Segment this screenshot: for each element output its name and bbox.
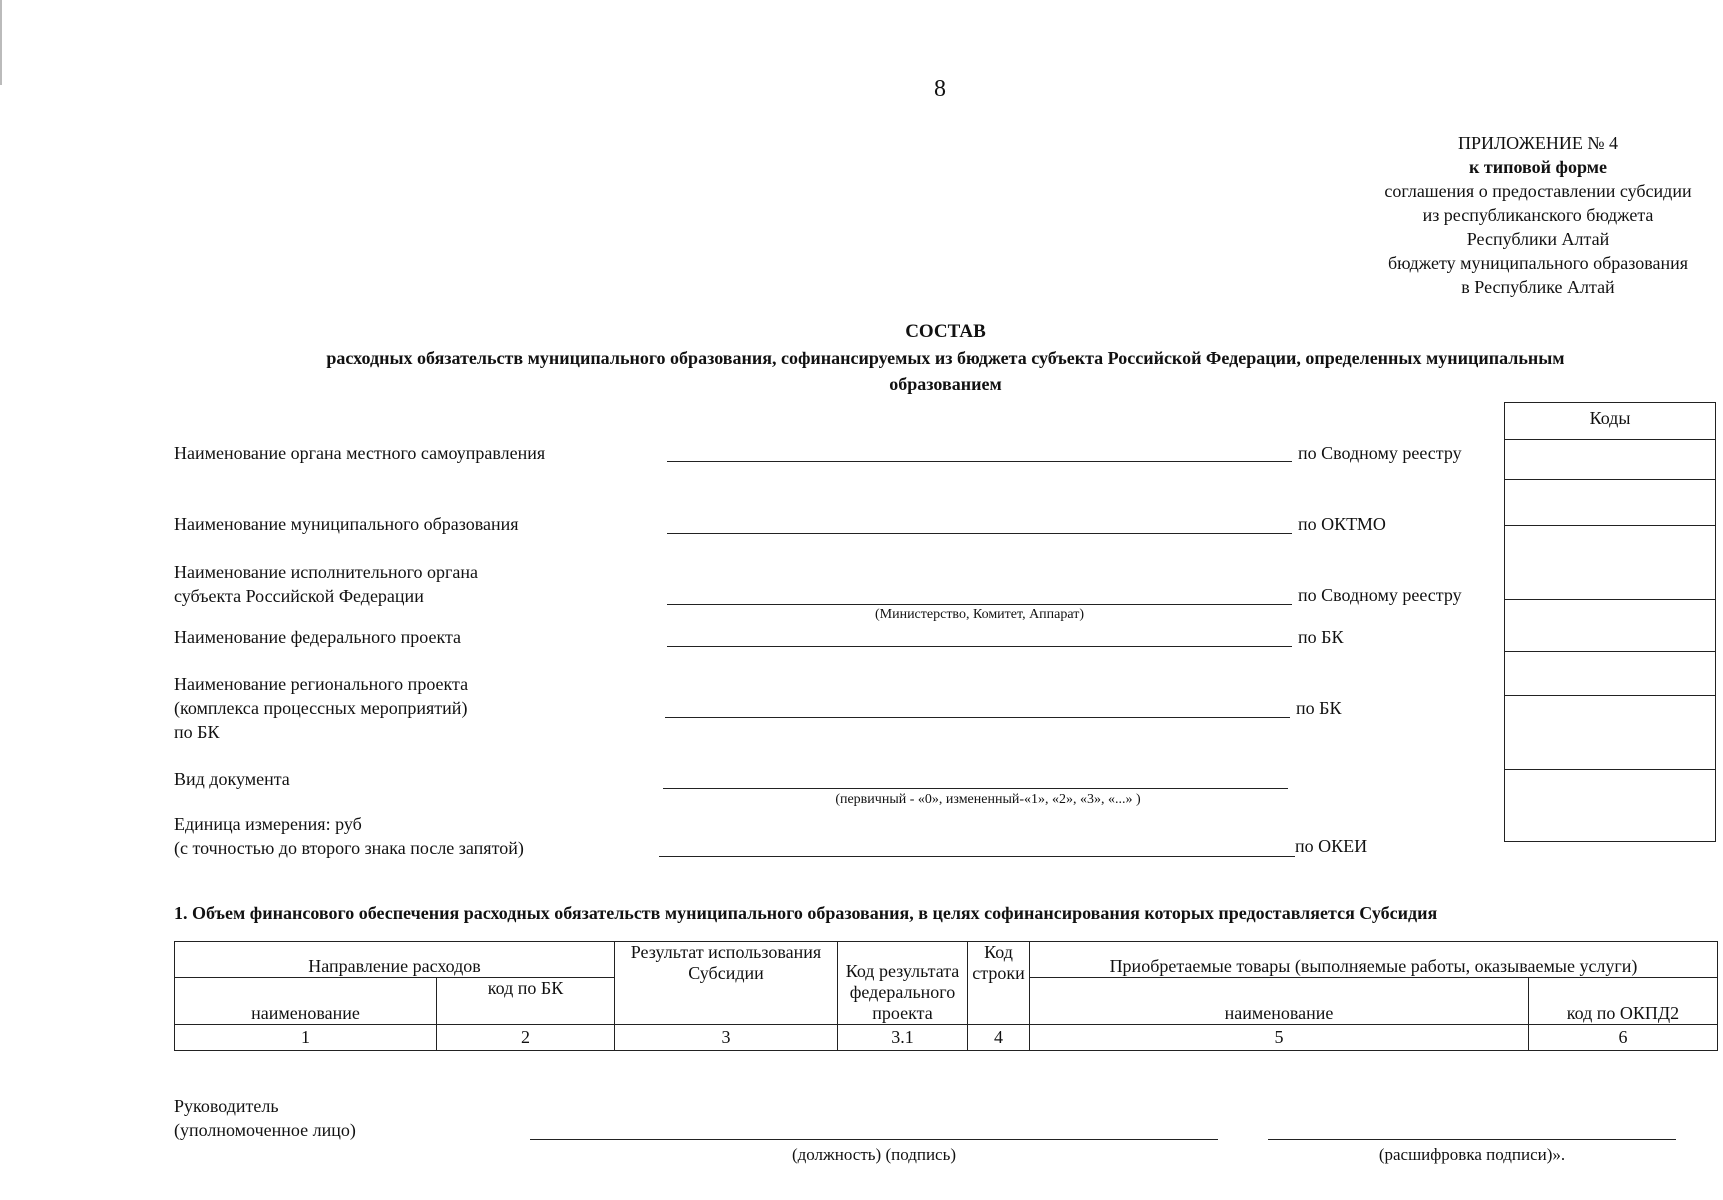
field-suffix-federal-project: по БК xyxy=(1298,627,1344,647)
signature-label xyxy=(174,1094,356,1142)
appendix-block xyxy=(1338,131,1723,299)
field-suffix-unit: по ОКЕИ xyxy=(1295,836,1368,856)
field-label-exec-body xyxy=(174,560,478,608)
field-label-line: Наименование регионального проекта xyxy=(174,674,469,694)
column-number: 4 xyxy=(968,1025,1030,1051)
column-number: 5 xyxy=(1030,1025,1529,1051)
codes-box xyxy=(1504,402,1716,842)
field-label-federal-project: Наименование федерального проекта xyxy=(174,627,462,647)
field-label-line: (с точностью до второго знака после запятой) xyxy=(174,838,524,858)
field-hint-doc-type: (первичный - «0», измененный-«1», «2», «3», «...» ) xyxy=(835,792,1141,807)
field-line-unit[interactable] xyxy=(659,856,1295,857)
section1-title: 1. Объем финансового обеспечения расходных обязательств муниципального образования, в целях софинансирования которых предоставляется Субсидия xyxy=(174,903,1438,923)
field-line-exec-body[interactable] xyxy=(667,604,1292,605)
appendix-line: соглашения о предоставлении субсидии xyxy=(1384,181,1692,201)
document-subtitle-line1: расходных обязательств муниципального образования, софинансируемых из бюджета субъекта Российской Федерации, определенных муниципальным xyxy=(326,348,1565,368)
header-result: Результат использования Субсидии xyxy=(615,942,838,1025)
appendix-line: в Республике Алтай xyxy=(1461,277,1615,297)
field-hint-exec-body: (Министерство, Комитет, Аппарат) xyxy=(874,607,1085,622)
field-line-local-gov[interactable] xyxy=(667,461,1292,462)
field-label-doc-type: Вид документа xyxy=(174,769,290,789)
field-line-federal-project[interactable] xyxy=(667,646,1292,647)
header-direction: Направление расходов xyxy=(175,942,615,978)
field-label-line: Наименование исполнительного органа xyxy=(174,562,479,582)
signature-label-line: (уполномоченное лицо) xyxy=(174,1120,356,1140)
codes-header: Коды xyxy=(1589,408,1631,428)
appendix-title: ПРИЛОЖЕНИЕ № 4 xyxy=(1457,133,1619,153)
field-suffix-municipality: по ОКТМО xyxy=(1298,514,1386,534)
field-line-municipality[interactable] xyxy=(667,533,1292,534)
field-suffix-regional-project: по БК xyxy=(1296,698,1342,718)
header-name: наименование xyxy=(175,978,437,1025)
column-number: 2 xyxy=(437,1025,615,1051)
field-label-municipality: Наименование муниципального образования xyxy=(174,514,519,534)
appendix-line: бюджету муниципального образования xyxy=(1387,253,1689,273)
document-subtitle-line2: образованием xyxy=(889,374,1002,394)
field-label-regional-project xyxy=(174,672,468,744)
field-suffix-exec-body: по Сводному реестру xyxy=(1298,585,1462,605)
document-title: СОСТАВ xyxy=(905,321,986,342)
column-number: 3.1 xyxy=(838,1025,968,1051)
field-label-unit xyxy=(174,812,524,860)
header-okpd: код по ОКПД2 xyxy=(1529,978,1718,1025)
header-goods: Приобретаемые товары (выполняемые работы, оказываемые услуги) xyxy=(1030,942,1718,978)
signature-label-line: Руководитель xyxy=(174,1096,279,1116)
column-number: 3 xyxy=(615,1025,838,1051)
header-result-code: Код результата федерального проекта xyxy=(838,942,968,1025)
column-number: 6 xyxy=(1529,1025,1718,1051)
appendix-line: из республиканского бюджета xyxy=(1422,205,1654,225)
field-label-line: (комплекса процессных мероприятий) xyxy=(174,698,468,718)
field-line-regional-project[interactable] xyxy=(665,717,1290,718)
field-label-local-gov: Наименование органа местного самоуправления xyxy=(174,443,546,463)
header-row-code: Код строки xyxy=(968,942,1030,1025)
scan-edge-mark xyxy=(0,0,2,85)
field-label-line: субъекта Российской Федерации xyxy=(174,586,424,606)
field-label-line: Единица измерения: руб xyxy=(174,814,362,834)
column-number: 1 xyxy=(175,1025,437,1051)
signature-line-decoding[interactable] xyxy=(1268,1139,1676,1140)
expense-table xyxy=(174,941,1718,1051)
appendix-line: к типовой форме xyxy=(1469,157,1607,177)
appendix-line: Республики Алтай xyxy=(1466,229,1610,249)
field-line-doc-type[interactable] xyxy=(663,788,1288,789)
signature-hint-left: (должность) (подпись) xyxy=(791,1145,957,1164)
field-suffix-local-gov: по Сводному реестру xyxy=(1298,443,1462,463)
signature-line-position[interactable] xyxy=(530,1139,1218,1140)
page-number: 8 xyxy=(934,76,946,102)
field-label-line: по БК xyxy=(174,722,220,742)
header-bk-code: код по БК xyxy=(437,978,615,1025)
header-goods-name: наименование xyxy=(1030,978,1529,1025)
signature-hint-right: (расшифровка подписи)». xyxy=(1378,1145,1566,1164)
